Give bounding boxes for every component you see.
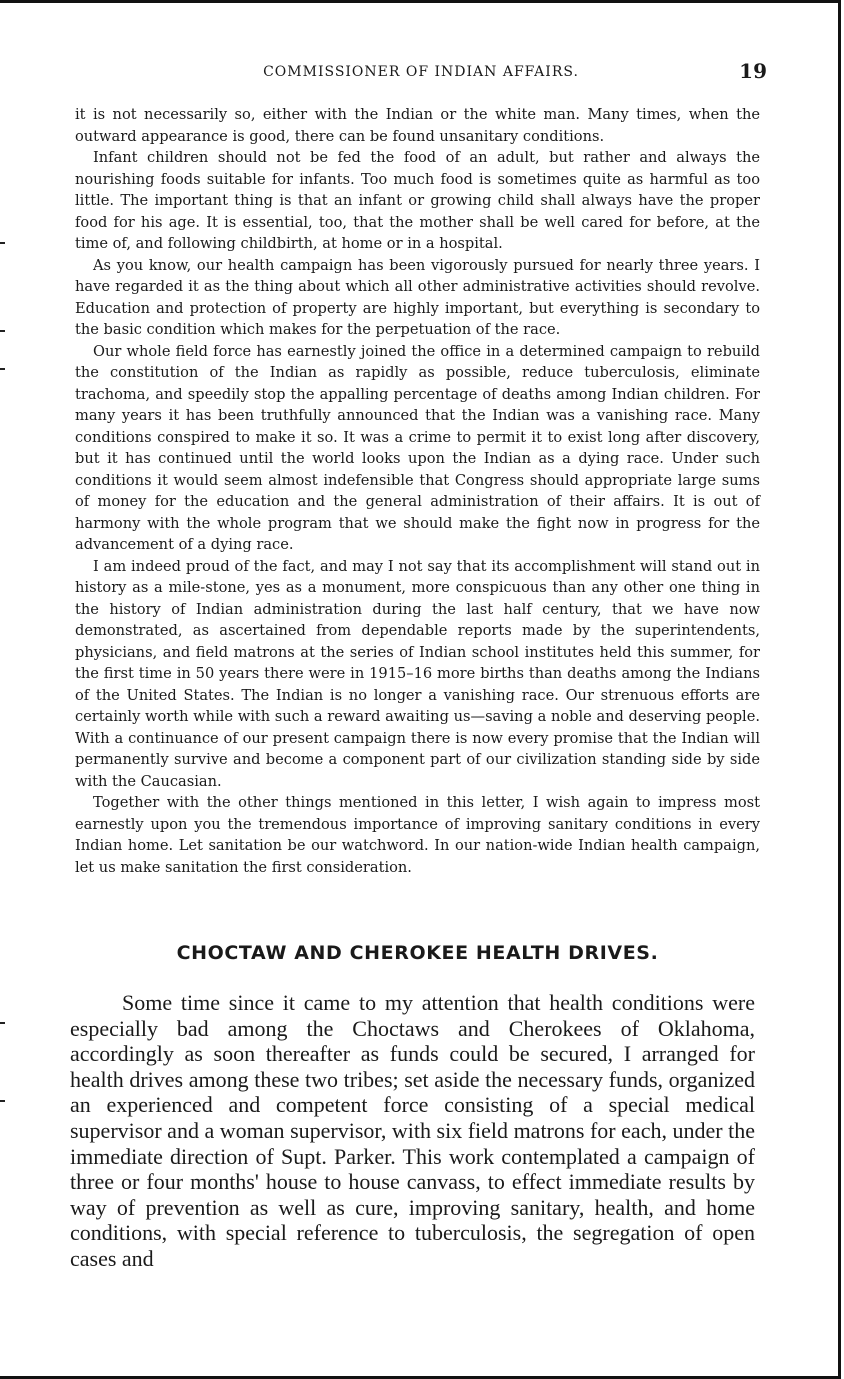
- margin-mark: [0, 330, 5, 332]
- section-heading: CHOCTAW AND CHEROKEE HEALTH DRIVES.: [176, 942, 659, 964]
- paragraph: Our whole field force has earnestly joined the office in a determined campaign to rebuild the constitution of the Indian as rapidly as possible, reduce tuberculosis, eliminate trachoma, and speedily stop the appalling percentage of deaths among Indian children. For many years it has been truthfully announced that the Indian was a vanishing race. Many conditions conspired to make it so. It was a crime to permit it to exist long after discovery, but it has continued until the world looks upon the Indian as a dying race. Under such conditions it would seem almost indefensible that Congress should appropriate large sums of money for the education and the general administration of their affairs. It is out of harmony with the whole program that we should make the fight now in progress for the advancement of a dying race.: [75, 342, 760, 553]
- paragraph: it is not necessarily so, either with the Indian or the white man. Many times, when the outward appearance is good, there can be found unsanitary conditions.: [75, 106, 760, 145]
- paragraph: I am indeed proud of the fact, and may I not say that its accomplishment will stand out in history as a mile-stone, yes as a monument, more conspicuous than any other one thing in the history of Indian administration during the last half century, that we have now demonstrated, as ascertained from dependable reports made by the superintendents, physicians, and field matrons at the series of Indian school institutes held this summer, for the first time in 50 years there were in 1915–16 more births than deaths among the Indians of the United States. The Indian is no longer a vanishing race. Our strenuous efforts are certainly worth while with such a reward awaiting us—saving a noble and deserving people. With a continuance of our present campaign there is now every promise that the Indian will permanently survive and become a component part of our civilization standing side by side with the Caucasian.: [75, 557, 760, 790]
- section-paragraph: Some time since it came to my attention that health conditions were especially bad among the Choctaws and Cherokees of Oklahoma, accordingly as soon thereafter as funds could be secured, I arranged for health drives among these two tribes; set aside the necessary funds, organized an experienced and competent force consisting of a special medical supervisor and a woman supervisor, with six field matrons for each, under the immediate direction of Supt. Parker. This work contemplated a campaign of three or four months' house to house canvass, to effect immediate results by way of prevention as well as cure, improving sanitary, health, and home conditions, with special reference to tuberculosis, the segregation of open cases and: [70, 990, 755, 1271]
- section-body: [70, 990, 755, 1272]
- paragraph: As you know, our health campaign has been vigorously pursued for nearly three years. I have regarded it as the thing about which all other administrative activities should revolve. Education and protection of property are highly important, but everything is secondary to the basic condition which makes for the perpetuation of the race.: [75, 256, 760, 338]
- running-head: [75, 61, 767, 85]
- running-title: COMMISSIONER OF INDIAN AFFAIRS.: [263, 64, 579, 80]
- margin-mark: [0, 1022, 5, 1024]
- body-text: [75, 104, 760, 878]
- margin-mark: [0, 242, 5, 244]
- paragraph: Together with the other things mentioned in this letter, I wish again to impress most earnestly upon you the tremendous importance of improving sanitary conditions in every Indian home. Let sanitation be our watchword. In our nation-wide Indian health campaign, let us make sanitation the first consideration.: [75, 794, 760, 876]
- margin-mark: [0, 368, 5, 370]
- paragraph: Infant children should not be fed the food of an adult, but rather and always the nourishing foods suitable for infants. Too much food is sometimes quite as harmful as too little. The important thing is that an infant or growing child shall always have the proper food for his age. It is essential, too, that the mother shall be well cared for before, at the time of, and following childbirth, at home or in a hospital.: [75, 149, 760, 252]
- margin-mark: [0, 1100, 5, 1102]
- page-number: 19: [739, 59, 767, 83]
